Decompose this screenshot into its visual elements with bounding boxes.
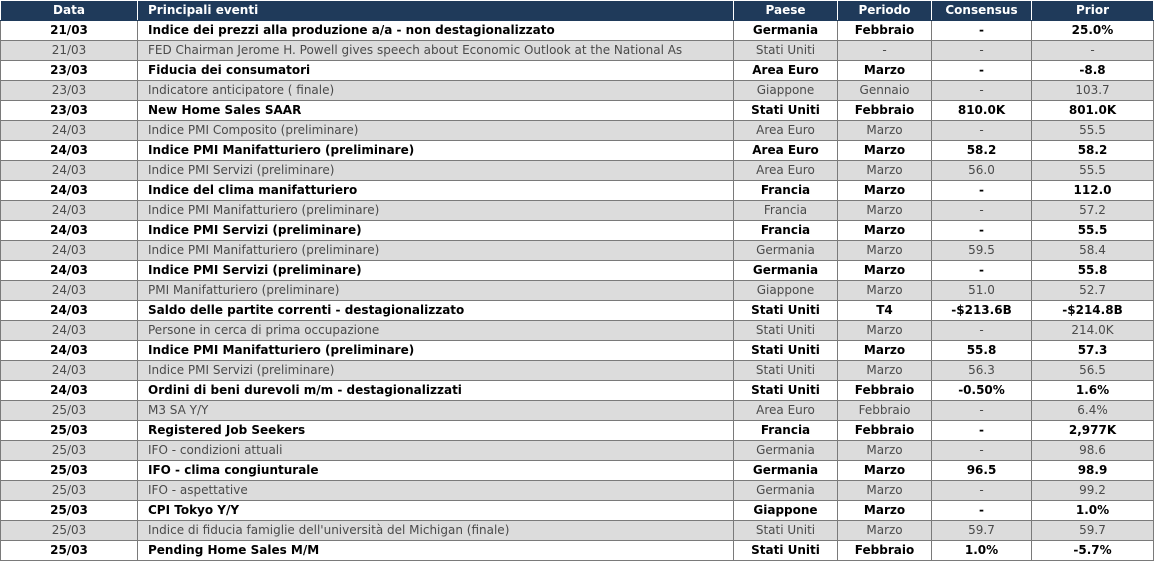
cell-country: Germania xyxy=(734,261,838,281)
cell-prior: 56.5 xyxy=(1032,361,1154,381)
cell-consensus: 56.3 xyxy=(932,361,1032,381)
cell-date: 24/03 xyxy=(1,181,138,201)
cell-consensus: 59.7 xyxy=(932,521,1032,541)
cell-prior: 6.4% xyxy=(1032,401,1154,421)
cell-period: Marzo xyxy=(838,241,932,261)
cell-country: Stati Uniti xyxy=(734,521,838,541)
cell-period: Marzo xyxy=(838,141,932,161)
cell-prior: 55.5 xyxy=(1032,121,1154,141)
cell-date: 24/03 xyxy=(1,361,138,381)
cell-period: Marzo xyxy=(838,261,932,281)
cell-period: Marzo xyxy=(838,181,932,201)
table-body xyxy=(1,21,1154,561)
cell-country: Giappone xyxy=(734,81,838,101)
cell-event: Indice PMI Manifatturiero (preliminare) xyxy=(138,341,734,361)
cell-event: Indice PMI Manifatturiero (preliminare) xyxy=(138,241,734,261)
cell-date: 24/03 xyxy=(1,341,138,361)
cell-country: Stati Uniti xyxy=(734,541,838,561)
cell-event: Indice PMI Servizi (preliminare) xyxy=(138,221,734,241)
cell-prior: 55.5 xyxy=(1032,161,1154,181)
cell-period: Marzo xyxy=(838,441,932,461)
header-consensus: Consensus xyxy=(932,1,1032,21)
cell-period: Marzo xyxy=(838,321,932,341)
cell-country: Area Euro xyxy=(734,161,838,181)
cell-event: Persone in cerca di prima occupazione xyxy=(138,321,734,341)
cell-event: Indice del clima manifatturiero xyxy=(138,181,734,201)
cell-period: - xyxy=(838,41,932,61)
cell-date: 21/03 xyxy=(1,21,138,41)
cell-date: 21/03 xyxy=(1,41,138,61)
cell-event: Saldo delle partite correnti - destagionalizzato xyxy=(138,301,734,321)
cell-country: Giappone xyxy=(734,281,838,301)
cell-date: 24/03 xyxy=(1,201,138,221)
cell-event: PMI Manifatturiero (preliminare) xyxy=(138,281,734,301)
cell-date: 24/03 xyxy=(1,281,138,301)
table-row xyxy=(1,181,1154,201)
cell-prior: 55.5 xyxy=(1032,221,1154,241)
cell-country: Germania xyxy=(734,441,838,461)
cell-consensus: - xyxy=(932,481,1032,501)
cell-event: Indice PMI Manifatturiero (preliminare) xyxy=(138,201,734,221)
header-row xyxy=(1,1,1154,21)
cell-country: Francia xyxy=(734,221,838,241)
cell-date: 25/03 xyxy=(1,401,138,421)
table-row xyxy=(1,141,1154,161)
cell-event: Indice PMI Composito (preliminare) xyxy=(138,121,734,141)
table-row xyxy=(1,61,1154,81)
cell-prior: 1.0% xyxy=(1032,501,1154,521)
table-row xyxy=(1,41,1154,61)
cell-prior: 801.0K xyxy=(1032,101,1154,121)
table-row xyxy=(1,301,1154,321)
cell-date: 24/03 xyxy=(1,121,138,141)
table-row xyxy=(1,381,1154,401)
cell-period: Gennaio xyxy=(838,81,932,101)
cell-prior: 59.7 xyxy=(1032,521,1154,541)
cell-period: Marzo xyxy=(838,361,932,381)
table-row xyxy=(1,81,1154,101)
cell-consensus: - xyxy=(932,61,1032,81)
cell-event: Registered Job Seekers xyxy=(138,421,734,441)
cell-period: Marzo xyxy=(838,341,932,361)
cell-event: M3 SA Y/Y xyxy=(138,401,734,421)
cell-country: Giappone xyxy=(734,501,838,521)
cell-prior: 98.9 xyxy=(1032,461,1154,481)
cell-date: 24/03 xyxy=(1,321,138,341)
cell-prior: 25.0% xyxy=(1032,21,1154,41)
cell-event: New Home Sales SAAR xyxy=(138,101,734,121)
cell-period: Marzo xyxy=(838,481,932,501)
cell-country: Stati Uniti xyxy=(734,41,838,61)
cell-prior: 112.0 xyxy=(1032,181,1154,201)
cell-date: 25/03 xyxy=(1,461,138,481)
cell-prior: 214.0K xyxy=(1032,321,1154,341)
cell-prior: -5.7% xyxy=(1032,541,1154,561)
cell-prior: 58.4 xyxy=(1032,241,1154,261)
cell-event: Indice dei prezzi alla produzione a/a - non destagionalizzato xyxy=(138,21,734,41)
table-row xyxy=(1,521,1154,541)
cell-country: Stati Uniti xyxy=(734,381,838,401)
cell-period: Marzo xyxy=(838,521,932,541)
table-row xyxy=(1,401,1154,421)
cell-country: Francia xyxy=(734,181,838,201)
table-row xyxy=(1,121,1154,141)
table-row xyxy=(1,281,1154,301)
table-row xyxy=(1,201,1154,221)
cell-period: Febbraio xyxy=(838,381,932,401)
table-row xyxy=(1,361,1154,381)
cell-consensus: - xyxy=(932,121,1032,141)
header-prior: Prior xyxy=(1032,1,1154,21)
cell-consensus: 59.5 xyxy=(932,241,1032,261)
cell-country: Stati Uniti xyxy=(734,301,838,321)
cell-prior: 103.7 xyxy=(1032,81,1154,101)
cell-period: Marzo xyxy=(838,61,932,81)
cell-date: 23/03 xyxy=(1,101,138,121)
cell-consensus: - xyxy=(932,401,1032,421)
cell-event: CPI Tokyo Y/Y xyxy=(138,501,734,521)
cell-event: IFO - aspettative xyxy=(138,481,734,501)
cell-date: 23/03 xyxy=(1,61,138,81)
table-row xyxy=(1,461,1154,481)
cell-country: Germania xyxy=(734,241,838,261)
cell-country: Area Euro xyxy=(734,141,838,161)
cell-prior: 58.2 xyxy=(1032,141,1154,161)
cell-consensus: - xyxy=(932,261,1032,281)
cell-event: Indice PMI Manifatturiero (preliminare) xyxy=(138,141,734,161)
cell-country: Area Euro xyxy=(734,401,838,421)
cell-consensus: - xyxy=(932,201,1032,221)
cell-date: 24/03 xyxy=(1,161,138,181)
cell-prior: -$214.8B xyxy=(1032,301,1154,321)
cell-prior: -8.8 xyxy=(1032,61,1154,81)
header-period: Periodo xyxy=(838,1,932,21)
cell-consensus: - xyxy=(932,421,1032,441)
cell-event: FED Chairman Jerome H. Powell gives speech about Economic Outlook at the National As xyxy=(138,41,734,61)
table-row xyxy=(1,541,1154,561)
table-row xyxy=(1,221,1154,241)
table-row xyxy=(1,341,1154,361)
table-row xyxy=(1,321,1154,341)
table-header xyxy=(1,1,1154,21)
header-event: Principali eventi xyxy=(138,1,734,21)
cell-period: Marzo xyxy=(838,461,932,481)
cell-consensus: 55.8 xyxy=(932,341,1032,361)
cell-prior: 52.7 xyxy=(1032,281,1154,301)
cell-event: Indice PMI Servizi (preliminare) xyxy=(138,261,734,281)
cell-date: 25/03 xyxy=(1,521,138,541)
cell-event: Pending Home Sales M/M xyxy=(138,541,734,561)
cell-prior: 57.3 xyxy=(1032,341,1154,361)
cell-country: Area Euro xyxy=(734,61,838,81)
cell-prior: 99.2 xyxy=(1032,481,1154,501)
cell-country: Francia xyxy=(734,421,838,441)
cell-date: 25/03 xyxy=(1,441,138,461)
cell-consensus: 96.5 xyxy=(932,461,1032,481)
cell-period: Marzo xyxy=(838,161,932,181)
cell-period: Marzo xyxy=(838,121,932,141)
table-row xyxy=(1,441,1154,461)
cell-consensus: - xyxy=(932,501,1032,521)
cell-country: Stati Uniti xyxy=(734,341,838,361)
cell-consensus: - xyxy=(932,221,1032,241)
cell-period: Febbraio xyxy=(838,541,932,561)
cell-period: Marzo xyxy=(838,201,932,221)
cell-event: IFO - clima congiunturale xyxy=(138,461,734,481)
table-row xyxy=(1,261,1154,281)
cell-period: Febbraio xyxy=(838,21,932,41)
cell-event: IFO - condizioni attuali xyxy=(138,441,734,461)
cell-country: Stati Uniti xyxy=(734,321,838,341)
cell-consensus: 56.0 xyxy=(932,161,1032,181)
cell-event: Indice PMI Servizi (preliminare) xyxy=(138,361,734,381)
cell-period: Febbraio xyxy=(838,401,932,421)
cell-period: T4 xyxy=(838,301,932,321)
cell-event: Indicatore anticipatore ( finale) xyxy=(138,81,734,101)
table-row xyxy=(1,501,1154,521)
cell-consensus: -$213.6B xyxy=(932,301,1032,321)
cell-country: Francia xyxy=(734,201,838,221)
cell-event: Fiducia dei consumatori xyxy=(138,61,734,81)
cell-consensus: 1.0% xyxy=(932,541,1032,561)
cell-date: 24/03 xyxy=(1,221,138,241)
cell-country: Stati Uniti xyxy=(734,361,838,381)
cell-prior: 1.6% xyxy=(1032,381,1154,401)
cell-consensus: - xyxy=(932,441,1032,461)
cell-event: Indice PMI Servizi (preliminare) xyxy=(138,161,734,181)
cell-consensus: 810.0K xyxy=(932,101,1032,121)
cell-date: 24/03 xyxy=(1,261,138,281)
cell-country: Germania xyxy=(734,21,838,41)
cell-consensus: -0.50% xyxy=(932,381,1032,401)
cell-period: Febbraio xyxy=(838,101,932,121)
cell-date: 24/03 xyxy=(1,141,138,161)
cell-date: 24/03 xyxy=(1,301,138,321)
header-country: Paese xyxy=(734,1,838,21)
cell-period: Marzo xyxy=(838,501,932,521)
header-date: Data xyxy=(1,1,138,21)
table-row xyxy=(1,21,1154,41)
cell-prior: - xyxy=(1032,41,1154,61)
cell-prior: 57.2 xyxy=(1032,201,1154,221)
cell-consensus: - xyxy=(932,41,1032,61)
cell-date: 24/03 xyxy=(1,381,138,401)
cell-consensus: - xyxy=(932,321,1032,341)
cell-date: 25/03 xyxy=(1,501,138,521)
cell-consensus: - xyxy=(932,81,1032,101)
table-row xyxy=(1,481,1154,501)
cell-country: Stati Uniti xyxy=(734,101,838,121)
cell-prior: 55.8 xyxy=(1032,261,1154,281)
cell-consensus: - xyxy=(932,21,1032,41)
cell-prior: 2,977K xyxy=(1032,421,1154,441)
cell-country: Germania xyxy=(734,481,838,501)
table-row xyxy=(1,421,1154,441)
cell-date: 23/03 xyxy=(1,81,138,101)
table-row xyxy=(1,241,1154,261)
cell-date: 25/03 xyxy=(1,541,138,561)
cell-prior: 98.6 xyxy=(1032,441,1154,461)
cell-event: Ordini di beni durevoli m/m - destagionalizzati xyxy=(138,381,734,401)
cell-period: Marzo xyxy=(838,281,932,301)
cell-date: 25/03 xyxy=(1,421,138,441)
cell-period: Marzo xyxy=(838,221,932,241)
cell-consensus: - xyxy=(932,181,1032,201)
cell-consensus: 51.0 xyxy=(932,281,1032,301)
cell-date: 24/03 xyxy=(1,241,138,261)
cell-country: Area Euro xyxy=(734,121,838,141)
cell-event: Indice di fiducia famiglie dell'università del Michigan (finale) xyxy=(138,521,734,541)
cell-country: Germania xyxy=(734,461,838,481)
cell-period: Febbraio xyxy=(838,421,932,441)
table-row xyxy=(1,101,1154,121)
cell-date: 25/03 xyxy=(1,481,138,501)
cell-consensus: 58.2 xyxy=(932,141,1032,161)
table-row xyxy=(1,161,1154,181)
